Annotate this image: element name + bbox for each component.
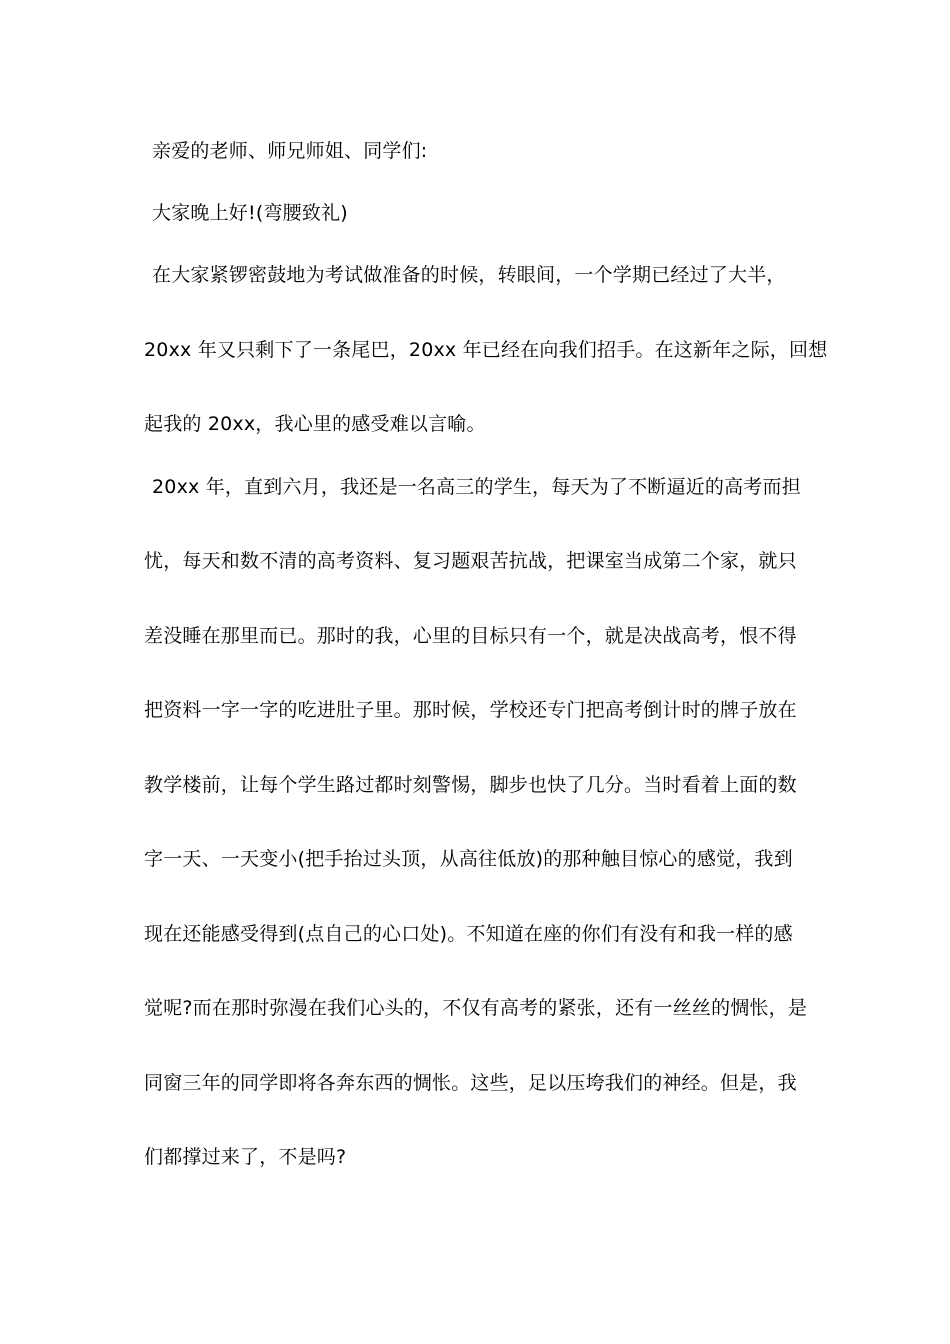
paragraph-2-line-10: 们都撑过来了，不是吗? — [144, 1146, 347, 1168]
paragraph-2-line-1: 20xx 年，直到六月，我还是一名高三的学生，每天为了不断逼近的高考而担 — [152, 476, 801, 498]
paragraph-2-line-8: 觉呢?而在那时弥漫在我们心头的，不仅有高考的紧张，还有一丝丝的惆怅，是 — [144, 997, 808, 1019]
paragraph-1-line-3: 起我的 20xx，我心里的感受难以言喻。 — [144, 413, 486, 435]
greeting-line: 大家晚上好!(弯腰致礼) — [152, 202, 348, 224]
paragraph-2-line-4: 把资料一字一字的吃进肚子里。那时候，学校还专门把高考倒计时的牌子放在 — [144, 699, 797, 721]
paragraph-2-line-9: 同窗三年的同学即将各奔东西的惆怅。这些，足以压垮我们的神经。但是，我 — [144, 1072, 797, 1094]
paragraph-1-line-2: 20xx 年又只剩下了一条尾巴，20xx 年已经在向我们招手。在这新年之际，回想 — [144, 339, 828, 361]
paragraph-2-line-3: 差没睡在那里而已。那时的我，心里的目标只有一个，就是决战高考，恨不得 — [144, 625, 797, 647]
salutation-line: 亲爱的老师、师兄师姐、同学们: — [152, 140, 428, 162]
paragraph-1-line-1: 在大家紧锣密鼓地为考试做准备的时候，转眼间，一个学期已经过了大半， — [152, 264, 786, 286]
paragraph-2-line-7: 现在还能感受得到(点自己的心口处)。不知道在座的你们有没有和我一样的感 — [144, 923, 793, 945]
paragraph-2-line-6: 字一天、一天变小(把手抬过头顶，从高往低放)的那种触目惊心的感觉，我到 — [144, 848, 793, 870]
paragraph-2-line-5: 教学楼前，让每个学生路过都时刻警惕，脚步也快了几分。当时看着上面的数 — [144, 774, 797, 796]
paragraph-2-line-2: 忧，每天和数不清的高考资料、复习题艰苦抗战，把课室当成第二个家，就只 — [144, 550, 797, 572]
